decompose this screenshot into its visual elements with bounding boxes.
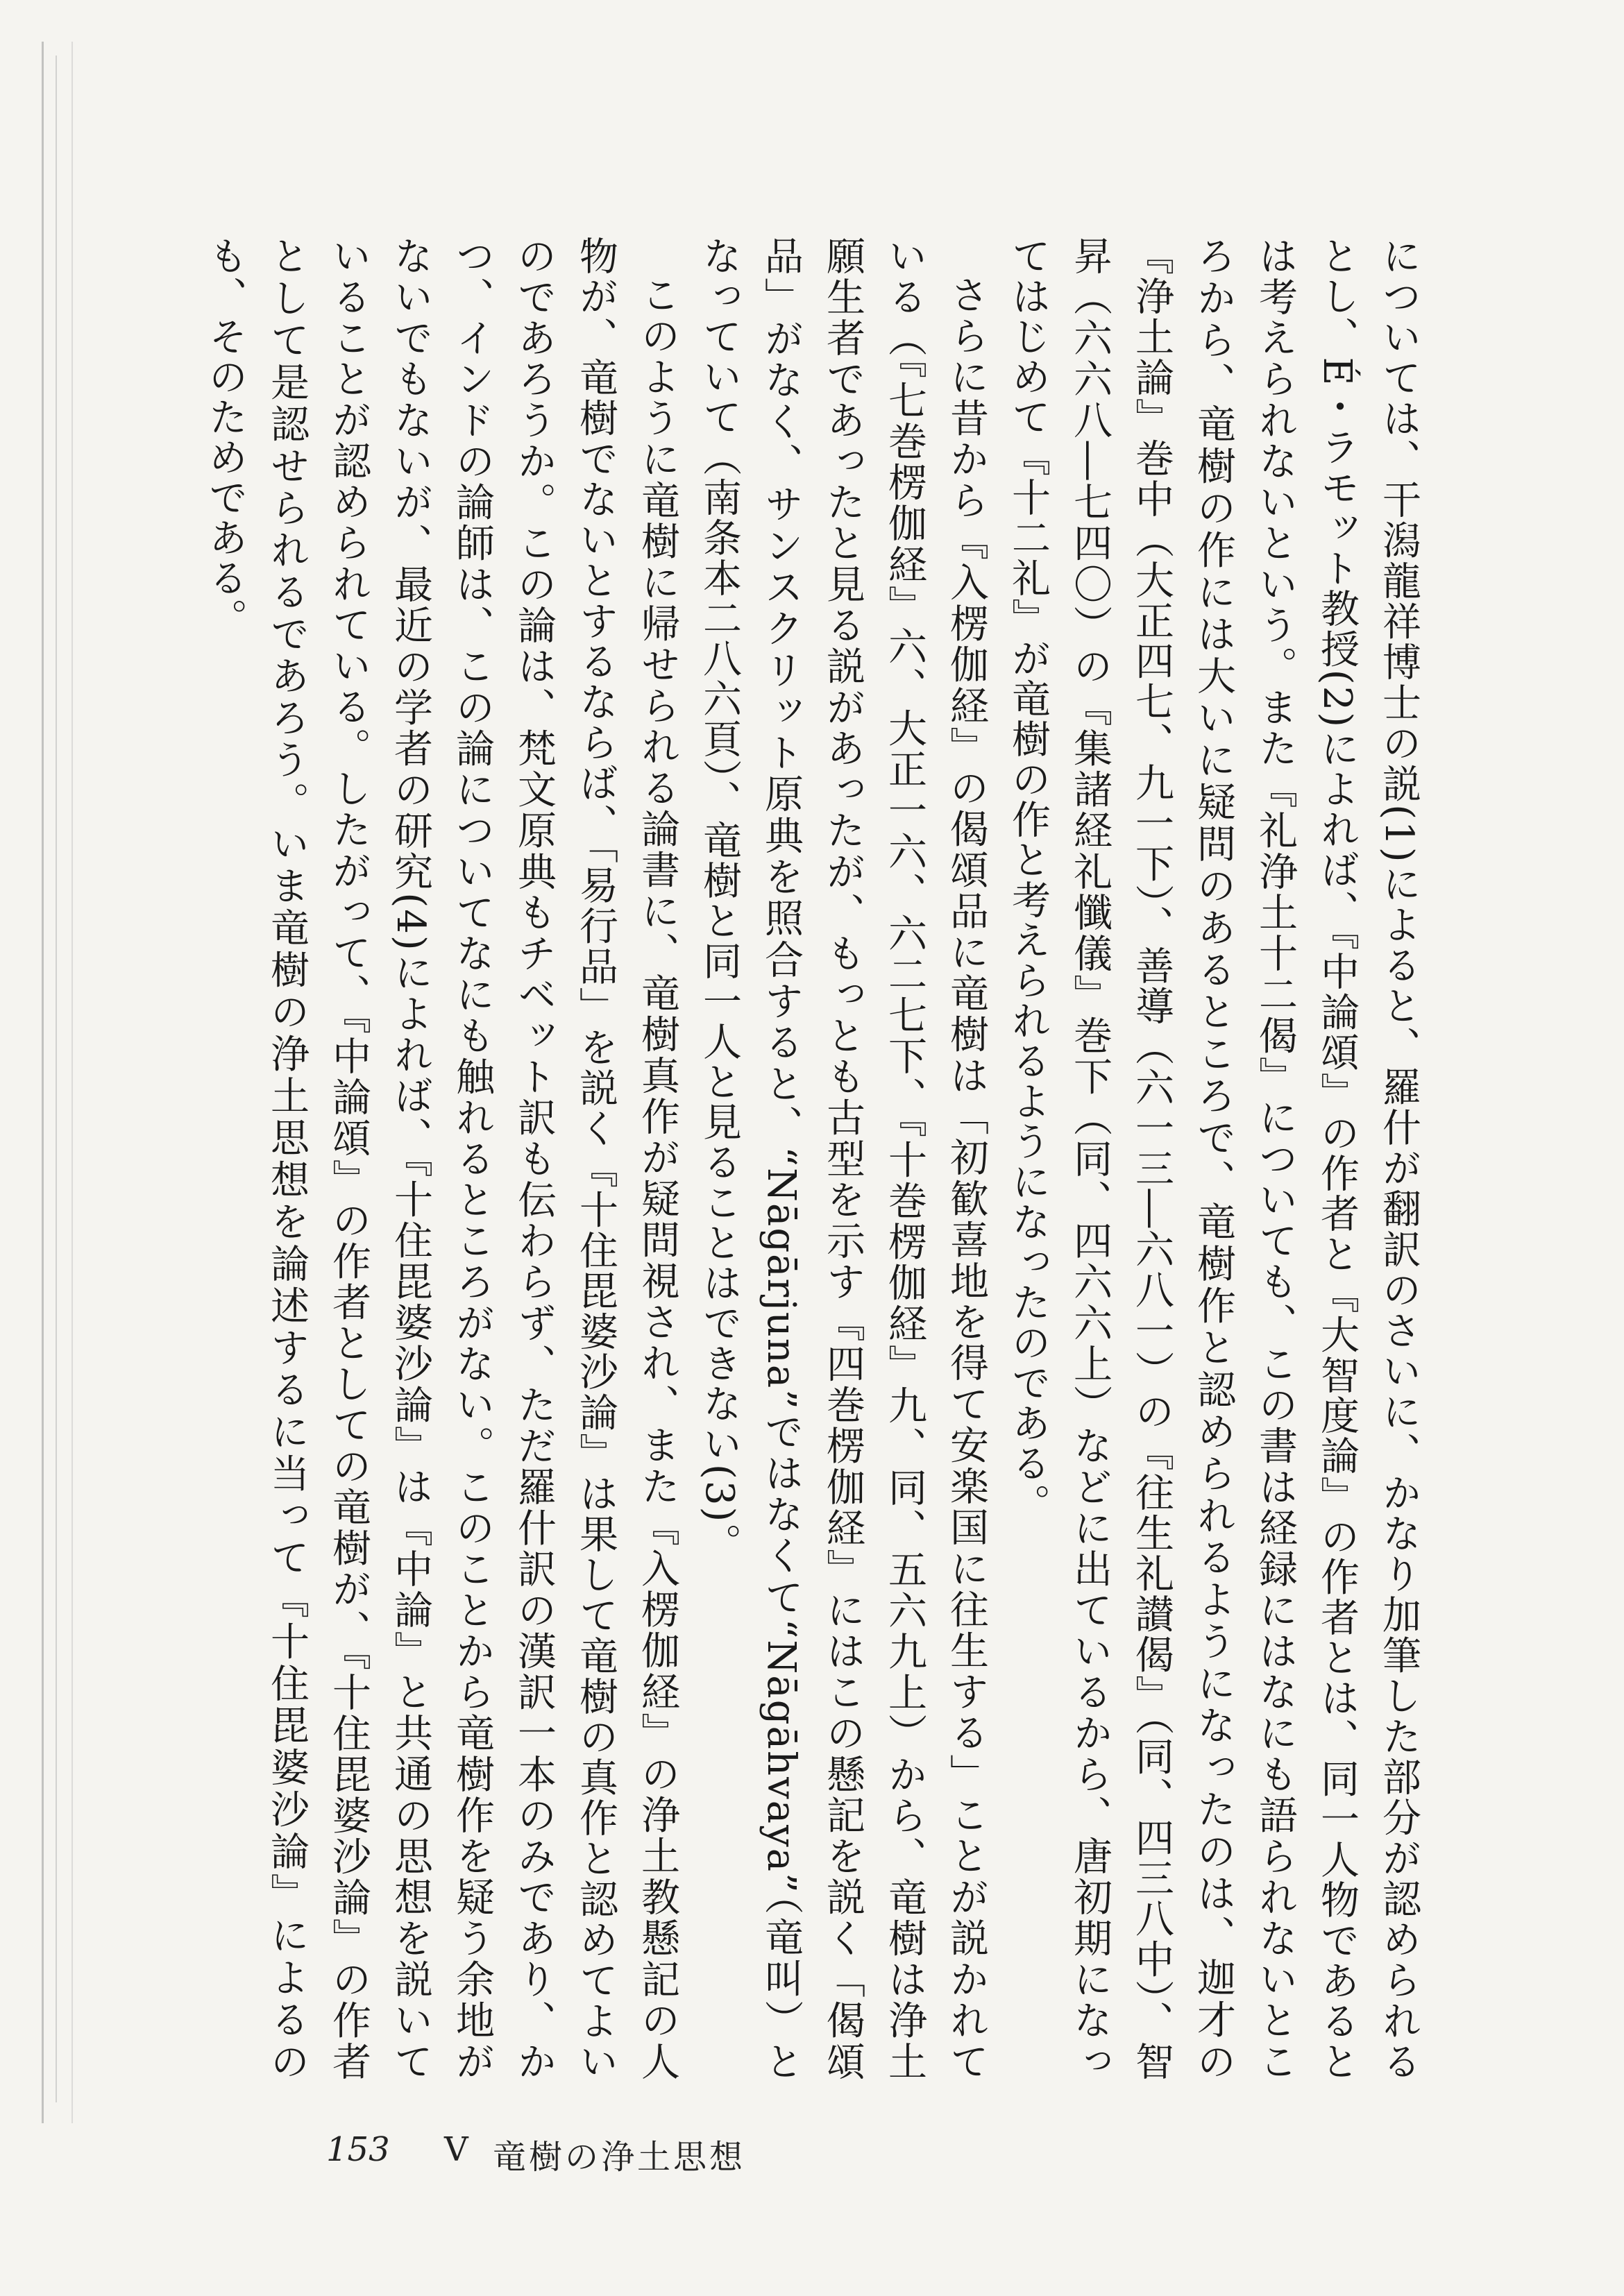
paragraph-3: このように竜樹に帰せられる論書に、竜樹真作が疑問視され、また『入楞伽経』の浄土教懸記の人物が、竜樹でないとするならば、「易行品」を説く『十住毘婆沙論』は果して竜樹の真作と認めてよいのであろうか。この論は、梵文原典もチベット訳も伝わらず、ただ羅什訳の漢訳一本のみであり、かつ、インドの論師は、この論についてなにも触れるところがない。このことから竜樹作を疑う余地がないでもないが、最近の学者の研究(4)によれば、『十住毘婆沙論』は『中論』と共通の思想を説いていることが認められている。したがって、『中論頌』の作者としての竜樹が、『十住毘婆沙論』の作者として是認せられるであろう。いま竜樹の浄土思想を論述するに当って『十住毘婆沙論』によるのも、そのためである。 bbox=[203, 236, 680, 2082]
chapter-number: V bbox=[444, 2130, 468, 2169]
page-number: 153 bbox=[326, 2130, 390, 2169]
body-text bbox=[203, 236, 1430, 2082]
paragraph-1: については、干潟龍祥博士の説(1)によると、羅什が翻訳のさいに、かなり加筆した部分が認められるとし、É・ラモット教授(2)によれば、『中論頌』の作者と『大智度論』の作者とは、同一人物であるとは考えられないという。また『礼浄土十二偈』についても、この書は経録にはなにも語られないところから、竜樹の作には大いに疑問のあるところで、竜樹作と認められるようになったのは、迦才の『浄土論』巻中（大正四七、九一下）、善導（六一三―六八一）の『往生礼讃偈』（同、四三八中）、智昇（六六八―七四〇）の『集諸経礼懺儀』巻下（同、四六六上）などに出ているから、唐初期になってはじめて『十二礼』が竜樹の作と考えられるようになったのである。 bbox=[1006, 236, 1421, 2082]
page-footer bbox=[326, 2130, 1159, 2186]
paragraph-2: さらに昔から『入楞伽経』の偈頌品に竜樹は「初歓喜地を得て安楽国に往生する」ことが説かれている（『七巻楞伽経』六、大正一六、六二七下、『十巻楞伽経』九、同、五六九上）から、竜樹は浄土願生者であったと見る説があったが、もっとも古型を示す『四巻楞伽経』にはこの懸記を説く「偈頌品」がなく、サンスクリット原典を照合すると、“Nāgārjuna”ではなくて“Nāgāhvaya”（竜叫）となっていて（南条本二八六頁）、竜樹と同一人と見ることはできない(3)。 bbox=[697, 236, 989, 2082]
chapter-title: 竜樹の浄土思想 bbox=[493, 2138, 746, 2177]
binding-shadow-inner bbox=[56, 56, 62, 2102]
